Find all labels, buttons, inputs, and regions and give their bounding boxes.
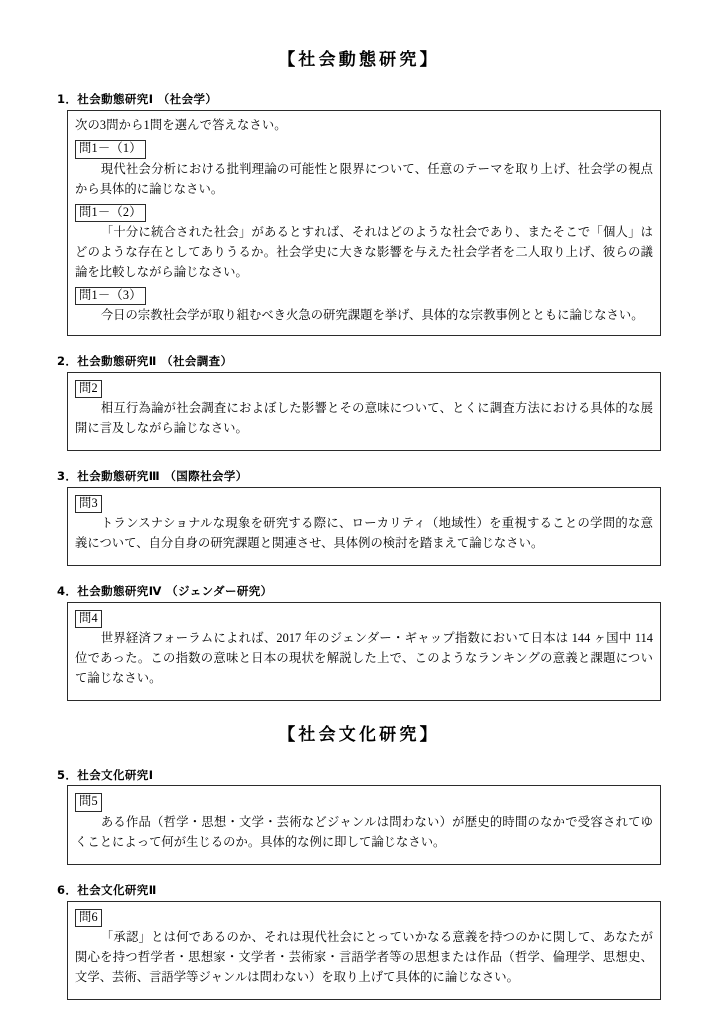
question-label-1-2: 問1－（2） <box>75 204 146 222</box>
part-title-social-dynamics: 【社会動態研究】 <box>278 50 440 70</box>
section-heading-5: 5．社会文化研究Ⅰ <box>57 767 154 782</box>
question-text-2: 相互行為論が社会調査におよぼした影響とその意味について、とくに調査方法における具体的な展開に言及しながら論じなさい。 <box>75 401 653 436</box>
question-box-4 <box>67 602 661 701</box>
question-label-1-3: 問1－（3） <box>75 287 146 305</box>
question-label-3: 問3 <box>75 495 102 513</box>
question-text-4: 世界経済フォーラムによれば、2017 年のジェンダー・ギャップ指数において日本は 144 ヶ国中 114 位であった。この指数の意味と日本の現状を解説した上で、このようなランキングの意義と課題について論じなさい。 <box>75 631 653 686</box>
section-heading-4: 4．社会動態研究Ⅳ （ジェンダー研究） <box>57 584 273 599</box>
question-box-5 <box>67 785 661 864</box>
question-box-6 <box>67 901 661 1000</box>
question-text-1-3: 今日の宗教社会学が取り組むべき火急の研究課題を挙げ、具体的な宗教事例とともに論じなさい。 <box>100 307 644 322</box>
question-label-2: 問2 <box>75 380 102 398</box>
question-label-6: 問6 <box>75 909 102 927</box>
part-title-social-culture: 【社会文化研究】 <box>278 725 440 746</box>
instruction-line-1: 次の3問から1問を選んで答えなさい。 <box>75 118 287 133</box>
question-box-3 <box>67 487 661 566</box>
question-text-1-2: 「十分に統合された社会」があるとすれば、それはどのような社会であり、またそこで「個人」はどのような存在としてありうるか。社会学史に大きな影響を与えた社会学者を二人取り上げ、彼らの議論を比較しながら論じなさい。 <box>75 224 653 279</box>
section-heading-3: 3．社会動態研究Ⅲ （国際社会学） <box>57 469 248 483</box>
section-heading-6: 6．社会文化研究Ⅱ <box>57 882 157 897</box>
section-heading-1: 1．社会動態研究Ⅰ （社会学） <box>57 92 218 107</box>
question-label-4: 問4 <box>75 610 102 628</box>
question-label-5: 問5 <box>75 793 102 811</box>
question-box-1 <box>67 110 661 336</box>
question-text-6: 「承認」とは何であるのか、それは現代社会にとっていかなる意義を持つのかに関して、あなたが関心を持つ哲学者・思想家・文学者・芸術家・言語学者等の思想または作品（哲学、倫理学、思想史、文学、芸術、言語学等ジャンルは問わない）を取り上げて具体的に論じなさい。 <box>75 929 653 984</box>
page-body <box>57 50 661 1018</box>
question-label-1-1: 問1－（1） <box>75 140 146 158</box>
question-text-5: ある作品（哲学・思想・文学・芸術などジャンルは問わない）が歴史的時間のなかで受容されてゆくことによって何が生じるのか。具体的な例に即して論じなさい。 <box>75 814 653 849</box>
question-box-2 <box>67 372 661 451</box>
question-text-1-1: 現代社会分析における批判理論の可能性と限界について、任意のテーマを取り上げ、社会学の視点から具体的に論じなさい。 <box>75 161 653 196</box>
question-text-3: トランスナショナルな現象を研究する際に、ローカリティ（地域性）を重視することの学問的な意義について、自分自身の研究課題と関連させ、具体例の検討を踏まえて論じなさい。 <box>75 516 653 551</box>
section-heading-2: 2．社会動態研究Ⅱ （社会調査） <box>57 353 233 368</box>
